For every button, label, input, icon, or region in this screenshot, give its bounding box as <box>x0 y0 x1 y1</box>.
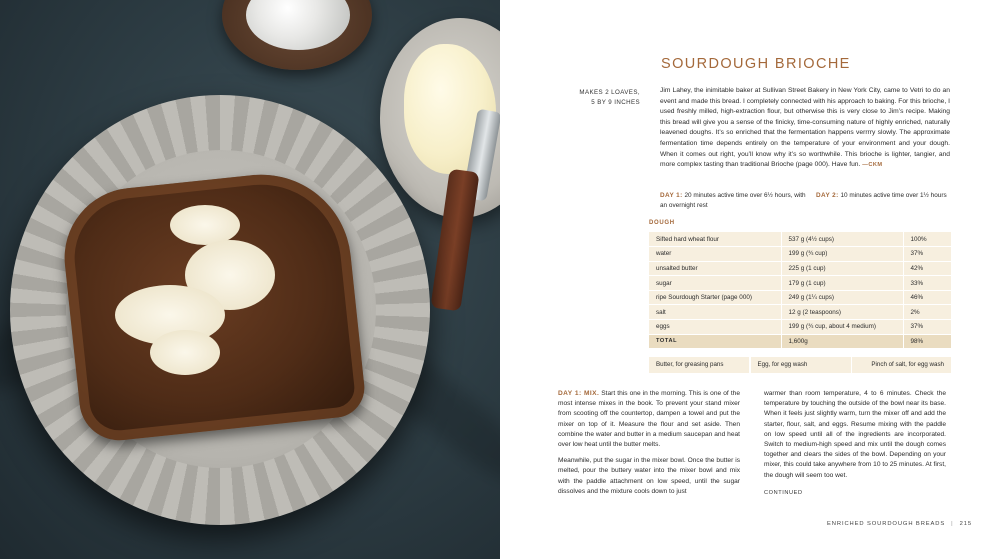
method-paragraph: warmer than room temperature, 4 to 6 minutes. Check the temperature by touching the outside of the bowl near its base. When it feels just slightly warm, turn the mixer off and add the starter, flour, salt, and eggs. Resume mixing with the paddle on low speed until all of the ingredients are incorporated. Switch to medium-high speed and mix until the dough comes together and clears the sides of the bowl. Depending on your mixer, this could take anywhere from 10 to 25 minutes. At first, the dough will seem too wet. <box>764 390 946 479</box>
method-paragraph: Meanwhile, put the sugar in the mixer bowl. Once the butter is melted, pour the buttery water into the mixer bowl and mix with the paddle attachment on low speed, until the sugar dissolves and the mixture cools down to just <box>558 457 740 495</box>
table-row <box>649 247 951 262</box>
ingredient-name: eggs <box>649 320 781 335</box>
day1-label: DAY 1: <box>660 192 683 199</box>
table-row <box>649 320 951 335</box>
ingredient-percent: 46% <box>903 290 951 305</box>
yield-line: MAKES 2 LOAVES, <box>579 89 640 96</box>
total-row <box>649 334 951 349</box>
ingredient-amount: 537 g (4½ cups) <box>781 232 903 247</box>
ingredient-name: unsalted butter <box>649 261 781 276</box>
ingredient-percent: 100% <box>903 232 951 247</box>
dough-heading: DOUGH <box>649 220 675 226</box>
day2-timing <box>816 191 956 201</box>
ingredient-amount: 179 g (1 cup) <box>781 276 903 291</box>
butter-spread <box>170 205 240 245</box>
continued-note: CONTINUED <box>764 490 803 496</box>
ingredient-amount: 225 g (1 cup) <box>781 261 903 276</box>
recipe-title: SOURDOUGH BRIOCHE <box>661 56 851 72</box>
yield-line: 5 BY 9 INCHES <box>591 99 640 106</box>
extra-ingredients <box>649 357 951 373</box>
ingredient-name: Sifted hard wheat flour <box>649 232 781 247</box>
section-name: ENRICHED SOURDOUGH BREADS <box>827 521 946 527</box>
ingredient-name: sugar <box>649 276 781 291</box>
day1-timing <box>660 191 810 211</box>
ingredient-name: water <box>649 247 781 262</box>
ingredient-name: ripe Sourdough Starter (page 000) <box>649 290 781 305</box>
method-column-1 <box>558 389 740 497</box>
ingredient-amount: 249 g (1¼ cups) <box>781 290 903 305</box>
ingredient-percent: 37% <box>903 247 951 262</box>
total-label: TOTAL <box>649 334 781 349</box>
ingredient-percent: 2% <box>903 305 951 320</box>
table-row <box>649 276 951 291</box>
butter-spread <box>150 330 220 375</box>
ingredient-percent: 33% <box>903 276 951 291</box>
table-row <box>649 232 951 247</box>
total-percent: 98% <box>903 334 951 349</box>
extra-item: Pinch of salt, for egg wash <box>852 357 951 373</box>
method-text: Start this one in the morning. This is one of the most intense mixes in the book. To prevent your stand mixer from scooting off the countertop, dampen a towel and put the mixer on top of it. Measure the flour and set aside. Then combine the water and butter in a medium saucepan and heat over low heat until the butter melts. <box>558 390 740 449</box>
page-footer <box>827 521 972 527</box>
method-label: DAY 1: MIX. <box>558 390 600 397</box>
method-paragraph <box>558 389 740 450</box>
day2-label: DAY 2: <box>816 192 839 199</box>
extra-item: Butter, for greasing pans <box>649 357 749 373</box>
page-number: 215 <box>959 521 972 527</box>
ingredient-amount: 199 g (¾ cup) <box>781 247 903 262</box>
table-row <box>649 305 951 320</box>
total-amount: 1,600g <box>781 334 903 349</box>
day1-text: 20 minutes active time over 6½ hours, with an overnight rest <box>660 192 806 209</box>
ingredient-amount: 12 g (2 teaspoons) <box>781 305 903 320</box>
method-column-2 <box>764 389 946 481</box>
table-row <box>649 261 951 276</box>
recipe-intro <box>660 86 950 171</box>
author-signature: —CKM <box>862 162 883 169</box>
extra-item: Egg, for egg wash <box>751 357 851 373</box>
intro-text: Jim Lahey, the inimitable baker at Sullivan Street Bakery in New York City, came to Vetri to do an event and made this bread. I completely connected with his approach to baking. For this brioche, I used freshly milled, high-extraction flour, but otherwise this is very close to Jim’s recipe. Making this bread will give you a sense of the finicky, time-consuming nature of highly enriched, naturally leavened doughs. It’s so enriched that the fermentation happens verrrry slowly. The approximate fermentation time depends entirely on the temperature of your environment and your dough. When it comes out right, you’ll know why it’s so worthwhile. This brioche is lighter, tangier, and more complex tasting than traditional Brioche (page 000). Have fun. <box>660 87 950 169</box>
recipe-page <box>500 0 1000 559</box>
ingredient-percent: 37% <box>903 320 951 335</box>
ingredient-name: salt <box>649 305 781 320</box>
recipe-yield <box>568 88 640 108</box>
table-row <box>649 290 951 305</box>
footer-separator: | <box>951 521 954 527</box>
ingredients-table <box>649 232 951 349</box>
ingredient-amount: 199 g (¾ cup, about 4 medium) <box>781 320 903 335</box>
day2-text: 10 minutes active time over 1½ hours <box>840 192 947 199</box>
ingredient-percent: 42% <box>903 261 951 276</box>
